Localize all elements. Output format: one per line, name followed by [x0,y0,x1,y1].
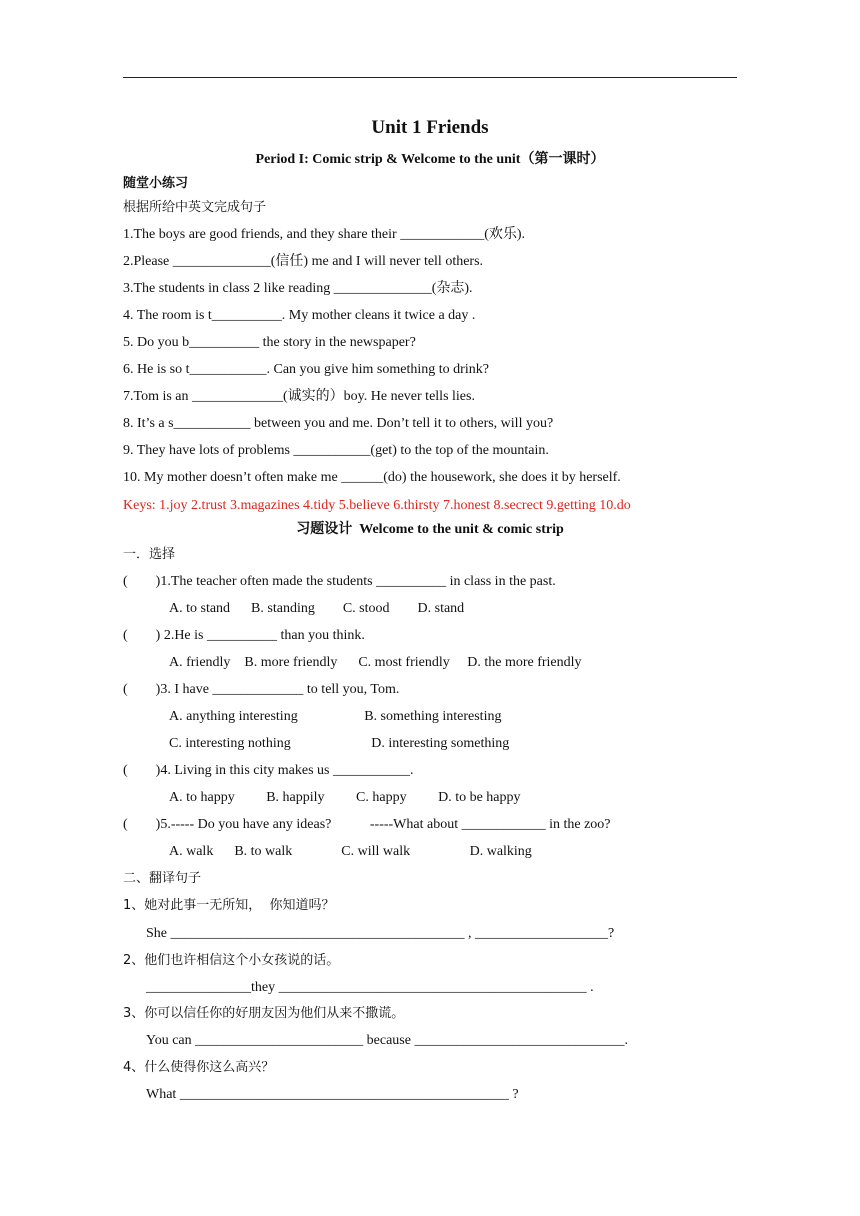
translation-prompt-4: 4、什么使得你这么高兴？ [123,1060,275,1075]
fill-sentence-4: 4. The room is t__________. My mother cleans it twice a day . [123,308,476,323]
translation-answer-2: _______________they ____________________________________________ . [146,980,594,995]
period-subtitle: Period I: Comic strip & Welcome to the unit（第一课时） [255,152,605,167]
translation-prompt-1: 1、她对此事一无所知， 你知道吗？ [123,898,335,913]
exercise-title: 习题设计 Welcome to the unit & comic strip [296,522,564,537]
mc-options-4: A. to happy B. happily C. happy D. to be happy [169,790,521,805]
mc-question-5: ( )5.----- Do you have any ideas? -----What about ____________ in the zoo? [123,817,611,832]
fill-sentence-5: 5. Do you b__________ the story in the newspaper? [123,335,416,350]
mc-options-1: A. to stand B. standing C. stood D. stand [169,601,465,616]
part1-heading: 一．选择 [123,547,176,562]
page-title: Unit 1 Friends [371,117,489,138]
mc-question-2: ( ) 2.He is __________ than you think. [123,628,365,643]
fill-sentence-8: 8. It’s a s___________ between you and me. Don’t tell it to others, will you? [123,416,554,431]
mc-question-1: ( )1.The teacher often made the students __________ in class in the past. [123,574,556,589]
mc-question-4: ( )4. Living in this city makes us ___________. [123,763,414,778]
translation-answer-3: You can ________________________ because ______________________________. [146,1033,628,1048]
fill-sentence-7: 7.Tom is an _____________(诚实的）boy. He never tells lies. [123,389,475,404]
translation-prompt-3: 3、你可以信任你的好朋友因为他们从来不撒谎。 [123,1006,405,1021]
header-rule [123,77,737,78]
mc-options-3a: A. anything interesting B. something interesting [169,709,502,724]
fill-sentence-6: 6. He is so t___________. Can you give him something to drink? [123,362,489,377]
translation-answer-4: What _______________________________________________ ? [146,1087,519,1102]
fill-sentence-9: 9. They have lots of problems ___________(get) to the top of the mountain. [123,443,549,458]
practice-heading: 随堂小练习 [123,176,189,191]
fill-sentence-3: 3.The students in class 2 like reading ______________(杂志). [123,281,473,296]
mc-options-2: A. friendly B. more friendly C. most friendly D. the more friendly [169,655,582,670]
mc-options-5: A. walk B. to walk C. will walk D. walking [169,844,532,859]
translation-answer-1: She __________________________________________ , ___________________? [146,926,615,941]
mc-question-3: ( )3. I have _____________ to tell you, Tom. [123,682,400,697]
instruction-text: 根据所给中英文完成句子 [123,200,267,215]
fill-sentence-10: 10. My mother doesn’t often make me ______(do) the housework, she does it by herself. [123,470,621,485]
part2-heading: 二、翻译句子 [123,871,202,886]
fill-sentence-1: 1.The boys are good friends, and they share their ____________(欢乐). [123,227,526,242]
mc-options-3b: C. interesting nothing D. interesting something [169,736,510,751]
fill-sentence-2: 2.Please ______________(信任) me and I will never tell others. [123,254,484,269]
translation-prompt-2: 2、他们也许相信这个小女孩说的话。 [123,953,340,968]
answer-keys: Keys: 1.joy 2.trust 3.magazines 4.tidy 5.believe 6.thirsty 7.honest 8.secrect 9.getting 10.do [123,498,631,513]
